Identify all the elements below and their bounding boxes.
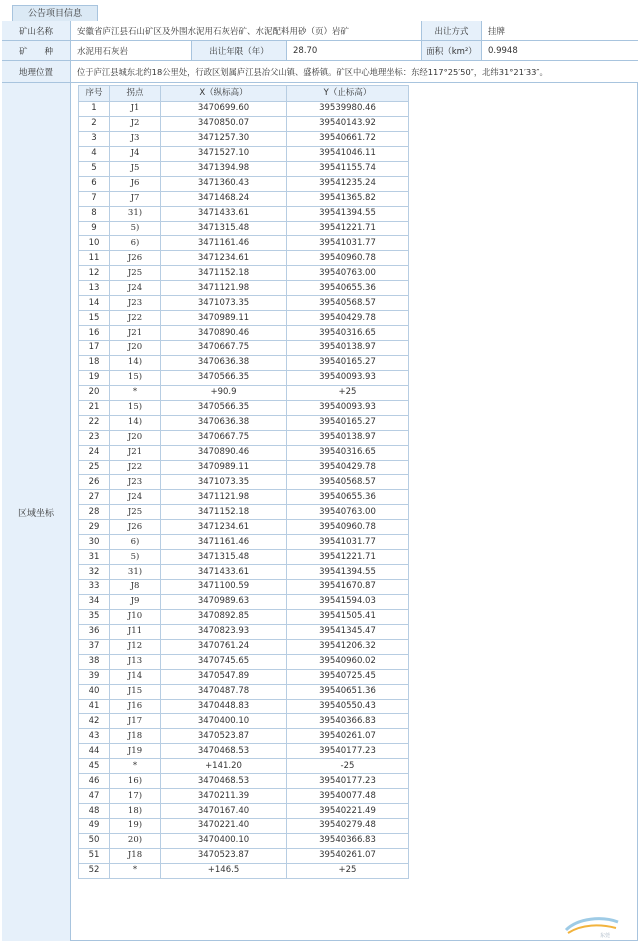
row-index: 44	[79, 744, 110, 759]
row-index: 8	[79, 206, 110, 221]
row-index: 10	[79, 236, 110, 251]
table-row	[79, 804, 409, 819]
location-value: 位于庐江县城东北约18公里处，行政区划属庐江县冶父山镇、盛桥镇。矿区中心地理坐标：东经117°25′50″，北纬31°21′33″。	[71, 61, 638, 82]
row-y: 39540077.48	[287, 789, 409, 804]
row-point: 16)	[110, 774, 161, 789]
col-header-x: X（纵标高）	[161, 86, 287, 102]
row-point: J23	[110, 296, 161, 311]
row-y: +25	[287, 385, 409, 400]
table-row	[79, 251, 409, 266]
row-point: J18	[110, 848, 161, 863]
row-index: 14	[79, 296, 110, 311]
row-y: 39540960.78	[287, 251, 409, 266]
row-index: 4	[79, 146, 110, 161]
row-x: 3470566.35	[161, 370, 287, 385]
row-index: 40	[79, 684, 110, 699]
row-point: *	[110, 385, 161, 400]
row-point: J7	[110, 191, 161, 206]
row-point: J20	[110, 430, 161, 445]
row-index: 49	[79, 819, 110, 834]
row-index: 48	[79, 804, 110, 819]
row-x: 3471257.30	[161, 131, 287, 146]
row-index: 16	[79, 326, 110, 341]
row-index: 15	[79, 311, 110, 326]
row-x: 3471161.46	[161, 535, 287, 550]
row-y: 39541505.41	[287, 609, 409, 624]
row-y: +25	[287, 863, 409, 878]
row-index: 20	[79, 385, 110, 400]
table-body	[79, 102, 409, 879]
col-header-point: 拐点	[110, 86, 161, 102]
table-row	[79, 550, 409, 565]
row-y: 39541155.74	[287, 161, 409, 176]
table-row	[79, 684, 409, 699]
table-row	[79, 565, 409, 580]
row-point: 5)	[110, 221, 161, 236]
row-x: 3470761.24	[161, 639, 287, 654]
table-row	[79, 535, 409, 550]
table-row	[79, 594, 409, 609]
row-index: 41	[79, 699, 110, 714]
row-x: +141.20	[161, 759, 287, 774]
term-value: 28.70	[287, 41, 422, 60]
row-index: 6	[79, 176, 110, 191]
row-x: 3470989.11	[161, 311, 287, 326]
row-point: J24	[110, 490, 161, 505]
table-row	[79, 714, 409, 729]
row-y: 39541206.32	[287, 639, 409, 654]
row-point: 20)	[110, 833, 161, 848]
row-y: 39540550.43	[287, 699, 409, 714]
table-row	[79, 475, 409, 490]
transfer-method-label: 出让方式	[422, 21, 482, 40]
row-point: 5)	[110, 550, 161, 565]
row-x: 3470468.53	[161, 744, 287, 759]
row-y: 39540661.72	[287, 131, 409, 146]
row-x: 3470745.65	[161, 654, 287, 669]
table-row	[79, 624, 409, 639]
row-x: 3470448.83	[161, 699, 287, 714]
row-x: 3470850.07	[161, 116, 287, 131]
row-index: 31	[79, 550, 110, 565]
row-x: 3471073.35	[161, 475, 287, 490]
row-index: 30	[79, 535, 110, 550]
table-row	[79, 744, 409, 759]
row-y: 39541221.71	[287, 221, 409, 236]
row-index: 19	[79, 370, 110, 385]
table-row	[79, 669, 409, 684]
row-point: J9	[110, 594, 161, 609]
row-y: 39541235.24	[287, 176, 409, 191]
row-index: 28	[79, 505, 110, 520]
row-x: 3471468.24	[161, 191, 287, 206]
row-index: 13	[79, 281, 110, 296]
row-x: 3471121.98	[161, 490, 287, 505]
row-index: 17	[79, 341, 110, 356]
row-y: 39540279.48	[287, 819, 409, 834]
row-x: 3471073.35	[161, 296, 287, 311]
row-index: 23	[79, 430, 110, 445]
row-y: 39541670.87	[287, 580, 409, 595]
row-x: 3470468.53	[161, 774, 287, 789]
table-row	[79, 341, 409, 356]
row-point: J12	[110, 639, 161, 654]
row-x: 3470400.10	[161, 833, 287, 848]
row-point: 14)	[110, 415, 161, 430]
col-header-index: 序号	[79, 86, 110, 102]
area-value: 0.9948	[482, 41, 638, 60]
table-row	[79, 460, 409, 475]
row-index: 3	[79, 131, 110, 146]
row-x: 3470699.60	[161, 102, 287, 117]
row-mine-name	[2, 21, 638, 41]
term-label: 出让年限（年）	[192, 41, 287, 60]
row-y: 39540725.45	[287, 669, 409, 684]
row-x: 3471161.46	[161, 236, 287, 251]
watermark-logo	[562, 912, 622, 938]
row-index: 36	[79, 624, 110, 639]
row-x: 3471527.10	[161, 146, 287, 161]
row-index: 27	[79, 490, 110, 505]
row-y: 39539980.46	[287, 102, 409, 117]
table-row	[79, 326, 409, 341]
row-y: 39540651.36	[287, 684, 409, 699]
row-y: 39541594.03	[287, 594, 409, 609]
row-y: 39541031.77	[287, 535, 409, 550]
table-row	[79, 266, 409, 281]
row-y: 39540763.00	[287, 266, 409, 281]
coordinates-table	[78, 85, 409, 879]
table-row	[79, 102, 409, 117]
row-x: 3470547.89	[161, 669, 287, 684]
row-x: 3470167.40	[161, 804, 287, 819]
table-row	[79, 311, 409, 326]
row-y: 39540261.07	[287, 729, 409, 744]
row-x: 3470890.46	[161, 326, 287, 341]
row-point: 18)	[110, 804, 161, 819]
table-row	[79, 445, 409, 460]
table-row	[79, 415, 409, 430]
table-row	[79, 759, 409, 774]
row-x: 3471315.48	[161, 221, 287, 236]
row-point: 31)	[110, 565, 161, 580]
row-index: 12	[79, 266, 110, 281]
table-row	[79, 430, 409, 445]
row-y: 39540429.78	[287, 460, 409, 475]
row-x: 3470892.85	[161, 609, 287, 624]
watermark-text: 东莞	[600, 933, 611, 938]
row-y: 39540165.27	[287, 355, 409, 370]
row-index: 45	[79, 759, 110, 774]
row-y: 39540568.57	[287, 296, 409, 311]
row-index: 29	[79, 520, 110, 535]
row-point: J2	[110, 116, 161, 131]
table-row	[79, 505, 409, 520]
row-y: 39540568.57	[287, 475, 409, 490]
row-x: 3470211.39	[161, 789, 287, 804]
row-point: 17)	[110, 789, 161, 804]
mine-name-value: 安徽省庐江县石山矿区及外围水泥用石灰岩矿、水泥配料用砂（页）岩矿	[71, 21, 422, 40]
table-row	[79, 146, 409, 161]
row-y: 39540093.93	[287, 400, 409, 415]
table-row	[79, 400, 409, 415]
row-index: 1	[79, 102, 110, 117]
row-x: 3470667.75	[161, 430, 287, 445]
transfer-method-value: 挂牌	[482, 21, 638, 40]
row-y: 39540143.92	[287, 116, 409, 131]
row-index: 22	[79, 415, 110, 430]
row-point: J25	[110, 505, 161, 520]
row-y: 39540138.97	[287, 430, 409, 445]
tab-project-info[interactable]: 公告项目信息	[12, 5, 98, 22]
row-index: 2	[79, 116, 110, 131]
row-point: J6	[110, 176, 161, 191]
row-point: J26	[110, 251, 161, 266]
row-index: 9	[79, 221, 110, 236]
row-y: 39540165.27	[287, 415, 409, 430]
table-header-row	[79, 86, 409, 102]
row-x: 3470989.63	[161, 594, 287, 609]
row-y: 39540655.36	[287, 490, 409, 505]
row-x: 3471234.61	[161, 520, 287, 535]
row-point: J3	[110, 131, 161, 146]
row-y: 39540429.78	[287, 311, 409, 326]
row-point: J4	[110, 146, 161, 161]
row-y: 39540177.23	[287, 774, 409, 789]
table-row	[79, 281, 409, 296]
row-y: -25	[287, 759, 409, 774]
area-label: 面积（km²）	[422, 41, 482, 60]
row-x: 3471121.98	[161, 281, 287, 296]
row-index: 37	[79, 639, 110, 654]
table-row	[79, 161, 409, 176]
col-header-y: Y（止标高）	[287, 86, 409, 102]
row-point: 31)	[110, 206, 161, 221]
row-point: J14	[110, 669, 161, 684]
row-x: 3470989.11	[161, 460, 287, 475]
table-row	[79, 370, 409, 385]
row-y: 39541394.55	[287, 565, 409, 580]
row-point: J25	[110, 266, 161, 281]
table-row	[79, 774, 409, 789]
row-index: 52	[79, 863, 110, 878]
row-x: 3470636.38	[161, 355, 287, 370]
row-index: 18	[79, 355, 110, 370]
row-index: 51	[79, 848, 110, 863]
row-y: 39541394.55	[287, 206, 409, 221]
row-index: 33	[79, 580, 110, 595]
row-point: J15	[110, 684, 161, 699]
row-point: J21	[110, 326, 161, 341]
row-y: 39541046.11	[287, 146, 409, 161]
row-x: 3470523.87	[161, 848, 287, 863]
row-y: 39540093.93	[287, 370, 409, 385]
row-point: J5	[110, 161, 161, 176]
row-index: 46	[79, 774, 110, 789]
row-index: 25	[79, 460, 110, 475]
row-x: 3470823.93	[161, 624, 287, 639]
row-index: 42	[79, 714, 110, 729]
row-x: +146.5	[161, 863, 287, 878]
row-x: 3471100.59	[161, 580, 287, 595]
row-point: J22	[110, 460, 161, 475]
mineral-label: 矿 种	[2, 41, 71, 60]
row-x: 3470400.10	[161, 714, 287, 729]
row-x: 3470890.46	[161, 445, 287, 460]
row-x: 3470667.75	[161, 341, 287, 356]
row-index: 39	[79, 669, 110, 684]
row-x: 3471433.61	[161, 565, 287, 580]
table-row	[79, 490, 409, 505]
row-x: 3471234.61	[161, 251, 287, 266]
row-y: 39540316.65	[287, 326, 409, 341]
row-index: 43	[79, 729, 110, 744]
row-point: 19)	[110, 819, 161, 834]
coords-section-label: 区域坐标	[2, 83, 71, 941]
row-y: 39541365.82	[287, 191, 409, 206]
table-row	[79, 848, 409, 863]
table-row	[79, 654, 409, 669]
table-row	[79, 206, 409, 221]
row-index: 11	[79, 251, 110, 266]
row-point: J23	[110, 475, 161, 490]
mine-name-label: 矿山名称	[2, 21, 71, 40]
row-index: 35	[79, 609, 110, 624]
table-row	[79, 833, 409, 848]
table-row	[79, 639, 409, 654]
table-row	[79, 699, 409, 714]
table-row	[79, 236, 409, 251]
row-index: 21	[79, 400, 110, 415]
table-row	[79, 819, 409, 834]
row-index: 32	[79, 565, 110, 580]
row-point: 15)	[110, 400, 161, 415]
table-row	[79, 580, 409, 595]
table-row	[79, 520, 409, 535]
row-x: 3470487.78	[161, 684, 287, 699]
table-row	[79, 221, 409, 236]
row-y: 39540960.78	[287, 520, 409, 535]
row-index: 26	[79, 475, 110, 490]
row-x: 3470566.35	[161, 400, 287, 415]
row-y: 39540366.83	[287, 714, 409, 729]
table-row	[79, 116, 409, 131]
table-row	[79, 191, 409, 206]
row-x: 3471315.48	[161, 550, 287, 565]
row-y: 39540177.23	[287, 744, 409, 759]
row-x: 3470636.38	[161, 415, 287, 430]
row-x: 3471360.43	[161, 176, 287, 191]
row-point: J20	[110, 341, 161, 356]
row-index: 24	[79, 445, 110, 460]
row-point: J18	[110, 729, 161, 744]
row-x: 3470523.87	[161, 729, 287, 744]
row-x: 3471394.98	[161, 161, 287, 176]
row-point: J22	[110, 311, 161, 326]
row-point: J11	[110, 624, 161, 639]
row-y: 39541031.77	[287, 236, 409, 251]
table-row	[79, 729, 409, 744]
row-point: J8	[110, 580, 161, 595]
row-y: 39540221.49	[287, 804, 409, 819]
row-point: J21	[110, 445, 161, 460]
row-x: 3470221.40	[161, 819, 287, 834]
row-y: 39540655.36	[287, 281, 409, 296]
table-row	[79, 131, 409, 146]
table-row	[79, 789, 409, 804]
row-x: 3471433.61	[161, 206, 287, 221]
mineral-value: 水泥用石灰岩	[71, 41, 192, 60]
row-mineral	[2, 41, 638, 61]
row-y: 39540960.02	[287, 654, 409, 669]
location-label: 地理位置	[2, 61, 71, 82]
row-y: 39540316.65	[287, 445, 409, 460]
row-y: 39541221.71	[287, 550, 409, 565]
row-point: *	[110, 759, 161, 774]
table-row	[79, 355, 409, 370]
row-point: J13	[110, 654, 161, 669]
row-point: J1	[110, 102, 161, 117]
table-row	[79, 385, 409, 400]
row-point: J10	[110, 609, 161, 624]
row-index: 38	[79, 654, 110, 669]
row-point: J24	[110, 281, 161, 296]
row-point: J17	[110, 714, 161, 729]
row-index: 5	[79, 161, 110, 176]
table-row	[79, 176, 409, 191]
row-index: 7	[79, 191, 110, 206]
row-x: +90.9	[161, 385, 287, 400]
row-x: 3471152.18	[161, 505, 287, 520]
row-point: J19	[110, 744, 161, 759]
row-index: 47	[79, 789, 110, 804]
row-point: J16	[110, 699, 161, 714]
row-x: 3471152.18	[161, 266, 287, 281]
row-y: 39540366.83	[287, 833, 409, 848]
row-index: 34	[79, 594, 110, 609]
row-location	[2, 61, 638, 83]
row-y: 39540138.97	[287, 341, 409, 356]
row-y: 39540261.07	[287, 848, 409, 863]
table-row	[79, 296, 409, 311]
row-index: 50	[79, 833, 110, 848]
row-y: 39540763.00	[287, 505, 409, 520]
row-point: 6)	[110, 236, 161, 251]
row-point: J26	[110, 520, 161, 535]
row-point: 14)	[110, 355, 161, 370]
row-point: 15)	[110, 370, 161, 385]
row-point: 6)	[110, 535, 161, 550]
table-row	[79, 863, 409, 878]
row-y: 39541345.47	[287, 624, 409, 639]
table-row	[79, 609, 409, 624]
row-point: *	[110, 863, 161, 878]
